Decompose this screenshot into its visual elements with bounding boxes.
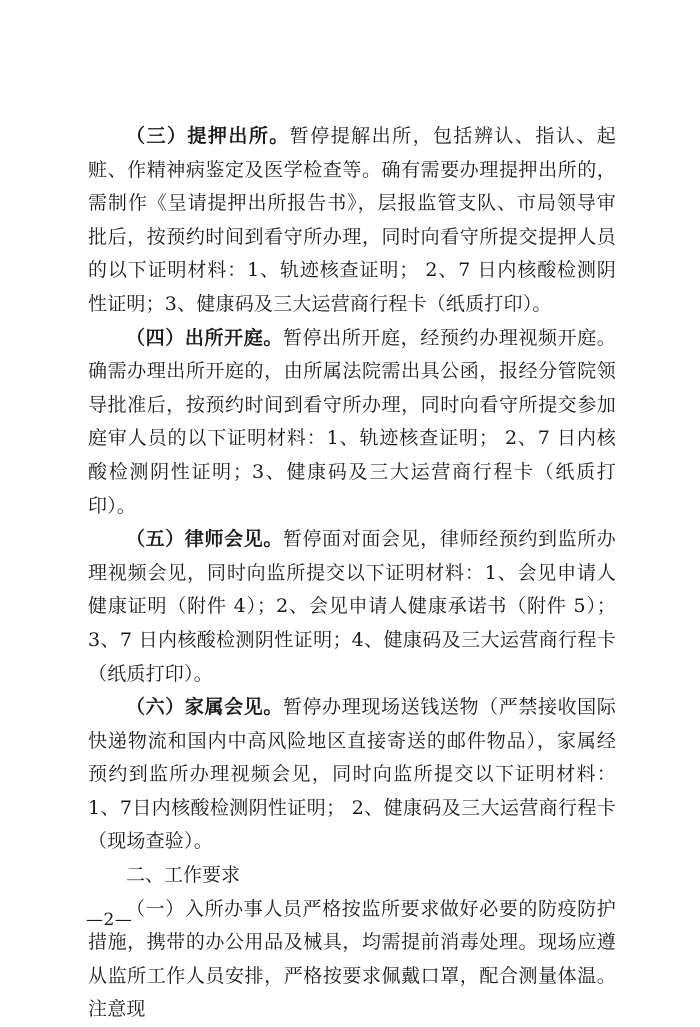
paragraph-work-requirement-1: （一）入所办事人员严格按监所要求做好必要的防疫防护措施，携带的办公用品及械具，均需提前消毒处理。现场应遵从监所工作人员安排，严格按要求佩戴口罩，配合测量体温。注意现	[88, 897, 616, 1021]
paragraph-jiashuhuijian	[88, 691, 616, 859]
paragraph-text: 暂停提解出所，包括辨认、指认、起赃、作精神病鉴定及医学检查等。确有需要办理提押出所的，需制作《呈请提押出所报告书》，层报监管支队、市局领导审批后，按预约时间到看守所办理，同时向看守所提交提押人员的以下证明材料：1、轨迹核查证明； 2、7 日内核酸检测阴性证明；3、健康码及三大运营商行程卡（纸质打印）。	[88, 125, 617, 315]
paragraph-label: （五）律师会见。	[126, 528, 283, 551]
paragraph-chusuokaiting	[88, 322, 616, 524]
paragraph-tiyachusuo	[88, 120, 616, 322]
section-heading: 二、工作要求	[126, 864, 241, 887]
paragraph-label: （六）家属会见。	[126, 696, 283, 719]
paragraph-label: （四）出所开庭。	[126, 326, 283, 349]
paragraph-text: 暂停办理现场送钱送物（严禁接收国际快递物流和国内中高风险地区直接寄送的邮件物品），家属经预约到监所办理视频会见，同时向监所提交以下证明材料：1、7日内核酸检测阴性证明； 2、健康码及三大运营商行程卡（现场查验）。	[88, 696, 616, 853]
paragraph-lvshihuijian	[88, 523, 616, 691]
paragraph-text: 暂停出所开庭，经预约办理视频开庭。确需办理出所开庭的，由所属法院需出具公函，报经分管院领导批准后，按预约时间到看守所办理，同时向看守所提交参加庭审人员的以下证明材料：1、轨迹核查证明； 2、7 日内核酸检测阴性证明；3、健康码及三大运营商行程卡（纸质打印）。	[88, 326, 616, 517]
paragraph-text: 暂停面对面会见，律师经预约到监所办理视频会见，同时向监所提交以下证明材料：1、会见申请人健康证明（附件 4）；2、会见申请人健康承诺书（附件 5）； 3、7 日内核酸检测阴性证明；4、健康码及三大运营商行程卡（纸质打印）。	[88, 528, 616, 685]
page-number: —2—	[86, 910, 133, 930]
document-body	[88, 120, 616, 1027]
paragraph-label: （三）提押出所。	[126, 125, 290, 147]
